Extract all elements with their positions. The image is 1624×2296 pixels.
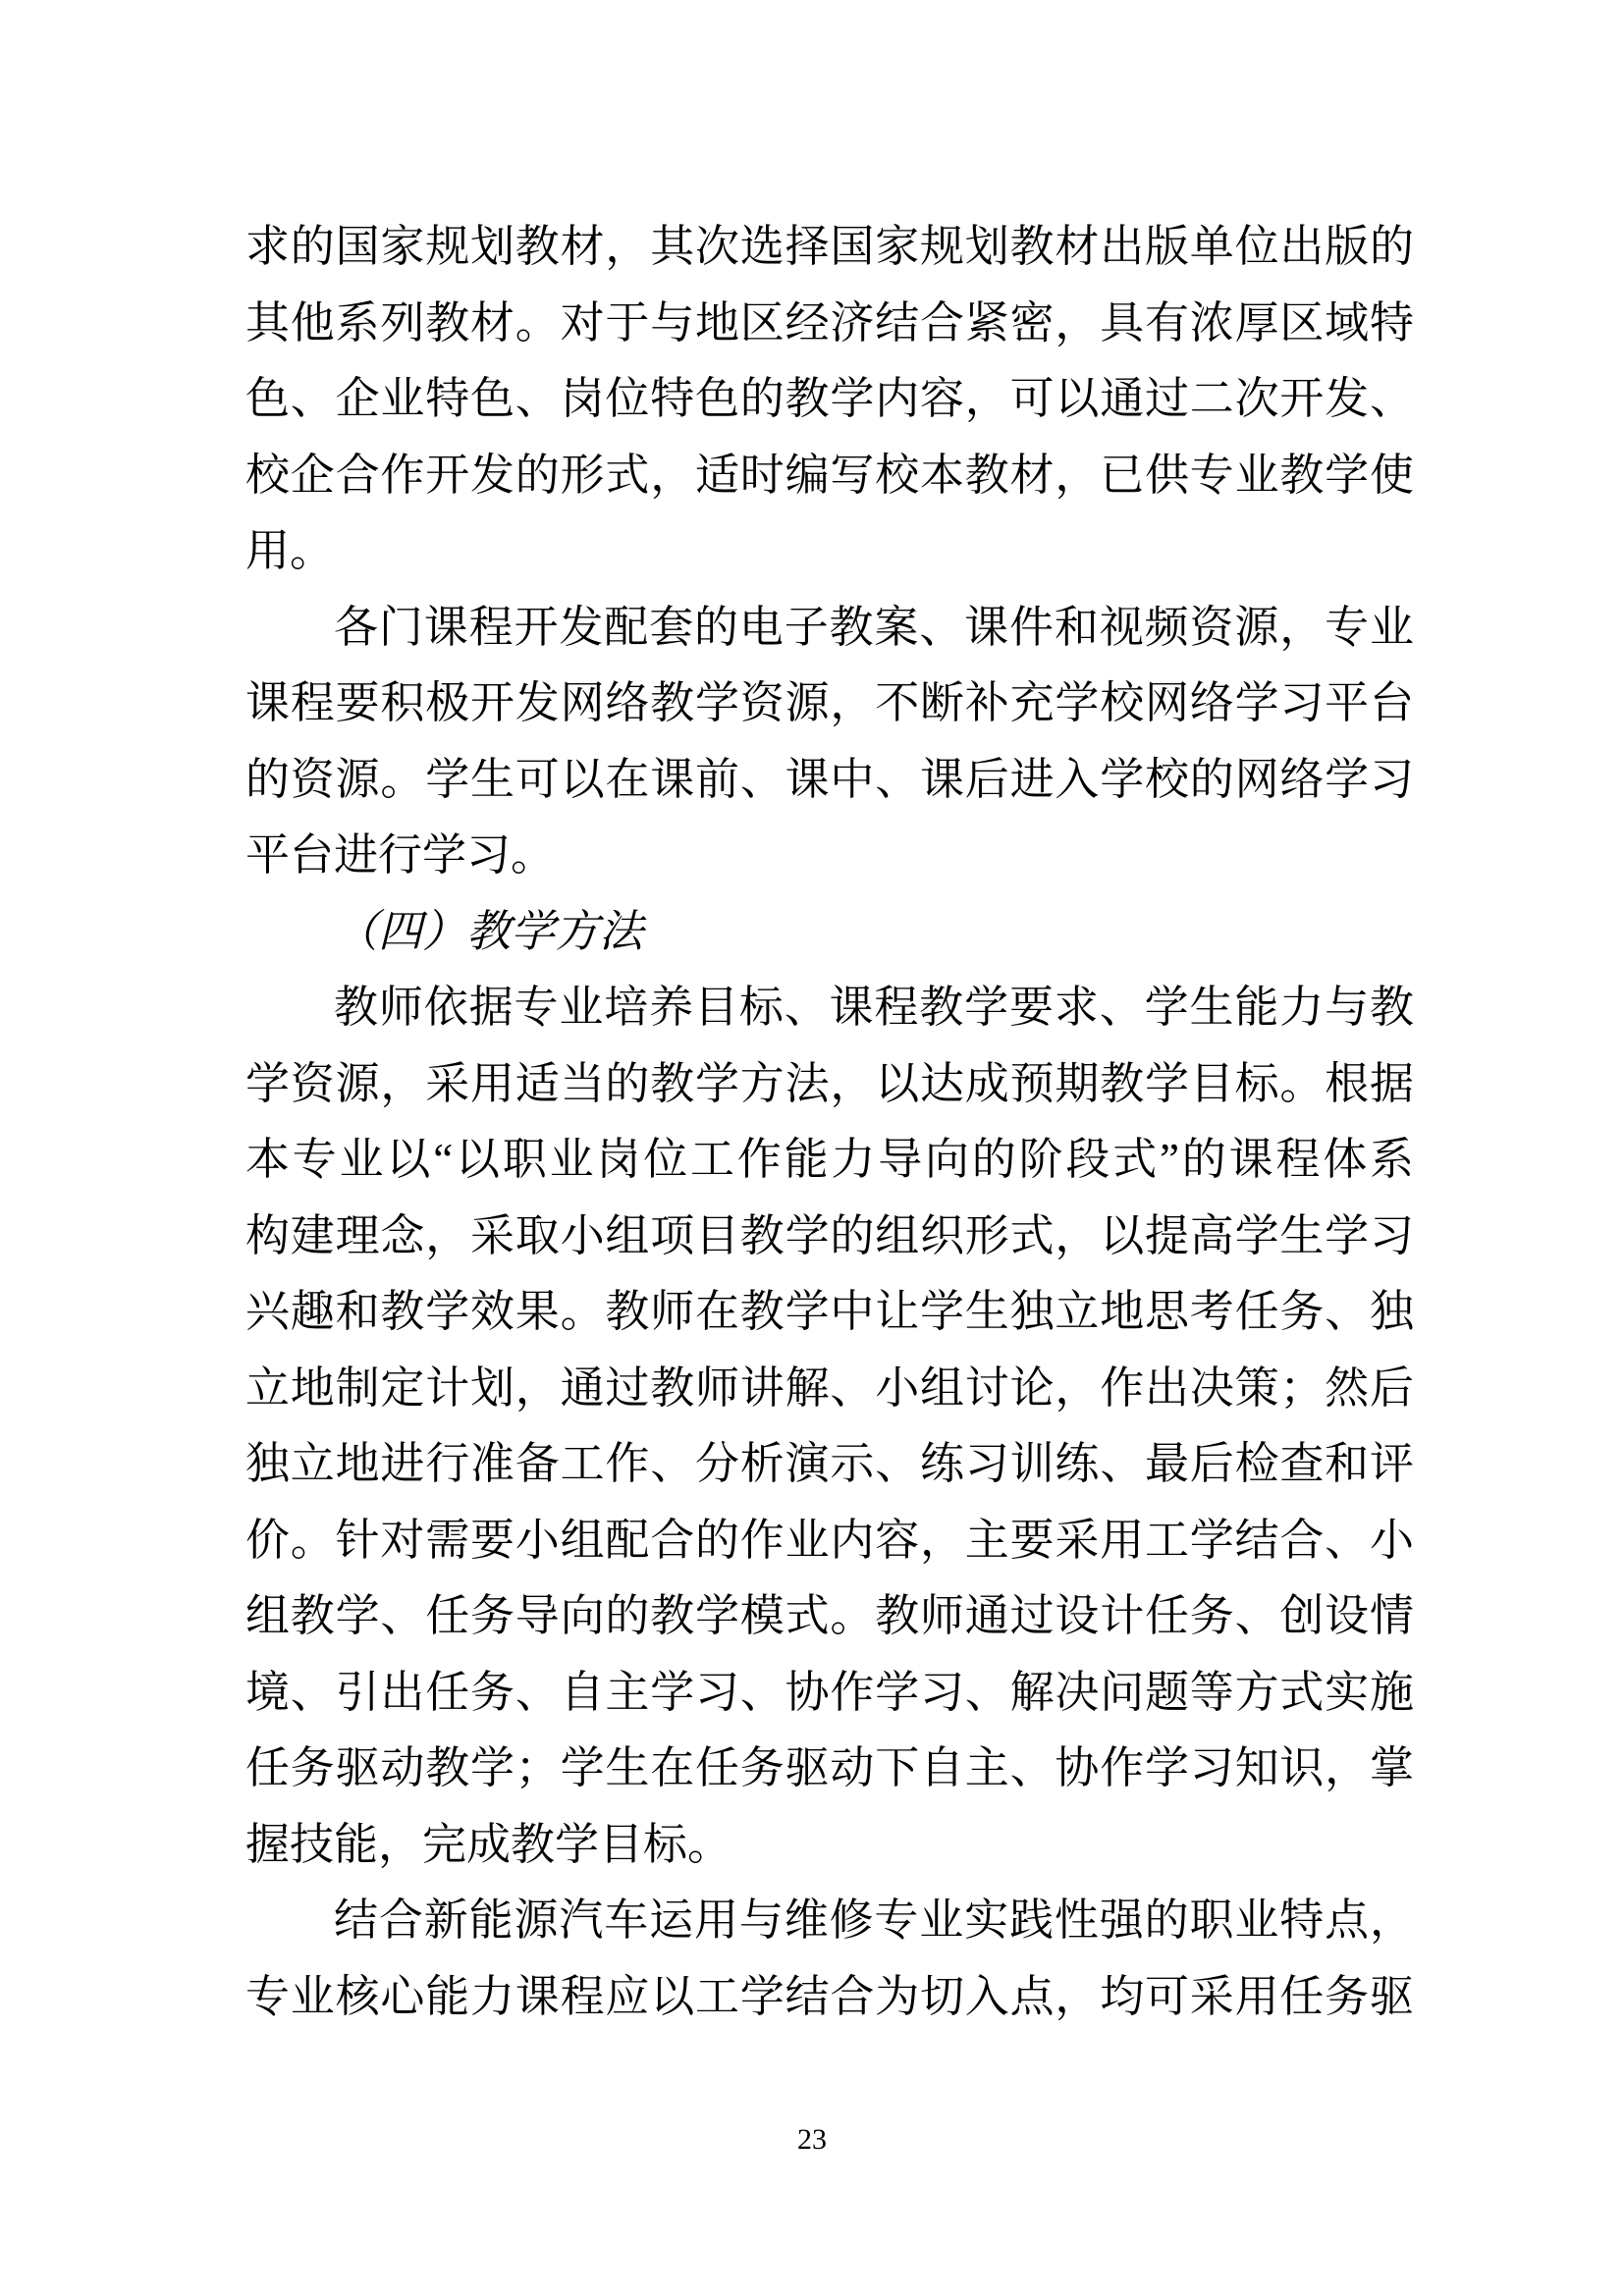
text-line: 结合新能源汽车运用与维修专业实践性强的职业特点， bbox=[334, 1896, 1414, 1945]
text-line: 其他系列教材。对于与地区经济结合紧密，具有浓厚区域特 bbox=[245, 297, 1414, 347]
section-heading: （四）教学方法 bbox=[334, 906, 644, 956]
text-line: 境、引出任务、自主学习、协作学习、解决问题等方式实施 bbox=[245, 1667, 1414, 1717]
text-line: 学资源，采用适当的教学方法，以达成预期教学目标。根据 bbox=[245, 1058, 1414, 1108]
text-line: 校企合作开发的形式，适时编写校本教材，已供专业教学使 bbox=[245, 450, 1414, 500]
text-line: 专业核心能力课程应以工学结合为切入点，均可采用任务驱 bbox=[245, 1971, 1414, 2021]
text-line: 用。 bbox=[245, 526, 335, 575]
text-line: 求的国家规划教材，其次选择国家规划教材出版单位出版的 bbox=[245, 222, 1414, 271]
text-line: 构建理念，采取小组项目教学的组织形式，以提高学生学习 bbox=[245, 1210, 1414, 1260]
text-line: 兴趣和教学效果。教师在教学中让学生独立地思考任务、独 bbox=[245, 1287, 1414, 1336]
text-line: 独立地进行准备工作、分析演示、练习训练、最后检查和评 bbox=[245, 1439, 1414, 1488]
text-line: 各门课程开发配套的电子教案、课件和视频资源，专业 bbox=[334, 602, 1414, 652]
text-line: 的资源。学生可以在课前、课中、课后进入学校的网络学习 bbox=[245, 754, 1414, 804]
text-line: 教师依据专业培养目标、课程教学要求、学生能力与教 bbox=[334, 983, 1414, 1032]
text-line: 平台进行学习。 bbox=[245, 830, 556, 880]
text-line: 组教学、任务导向的教学模式。教师通过设计任务、创设情 bbox=[245, 1591, 1414, 1640]
text-line: 握技能，完成教学目标。 bbox=[245, 1819, 732, 1869]
page-number: 23 bbox=[797, 2123, 827, 2156]
text-line: 色、企业特色、岗位特色的教学内容，可以通过二次开发、 bbox=[245, 374, 1414, 423]
text-line: 课程要积极开发网络教学资源，不断补充学校网络学习平台 bbox=[245, 678, 1414, 727]
text-line: 价。针对需要小组配合的作业内容，主要采用工学结合、小 bbox=[245, 1515, 1414, 1565]
text-lines bbox=[245, 209, 1414, 2035]
page-footer bbox=[0, 2120, 1624, 2160]
text-line: 立地制定计划，通过教师讲解、小组讨论，作出决策；然后 bbox=[245, 1362, 1414, 1413]
text-line: 任务驱动教学；学生在任务驱动下自主、协作学习知识，掌 bbox=[245, 1743, 1414, 1792]
text-line: 本专业以“以职业岗位工作能力导向的阶段式”的课程体系 bbox=[245, 1135, 1414, 1184]
